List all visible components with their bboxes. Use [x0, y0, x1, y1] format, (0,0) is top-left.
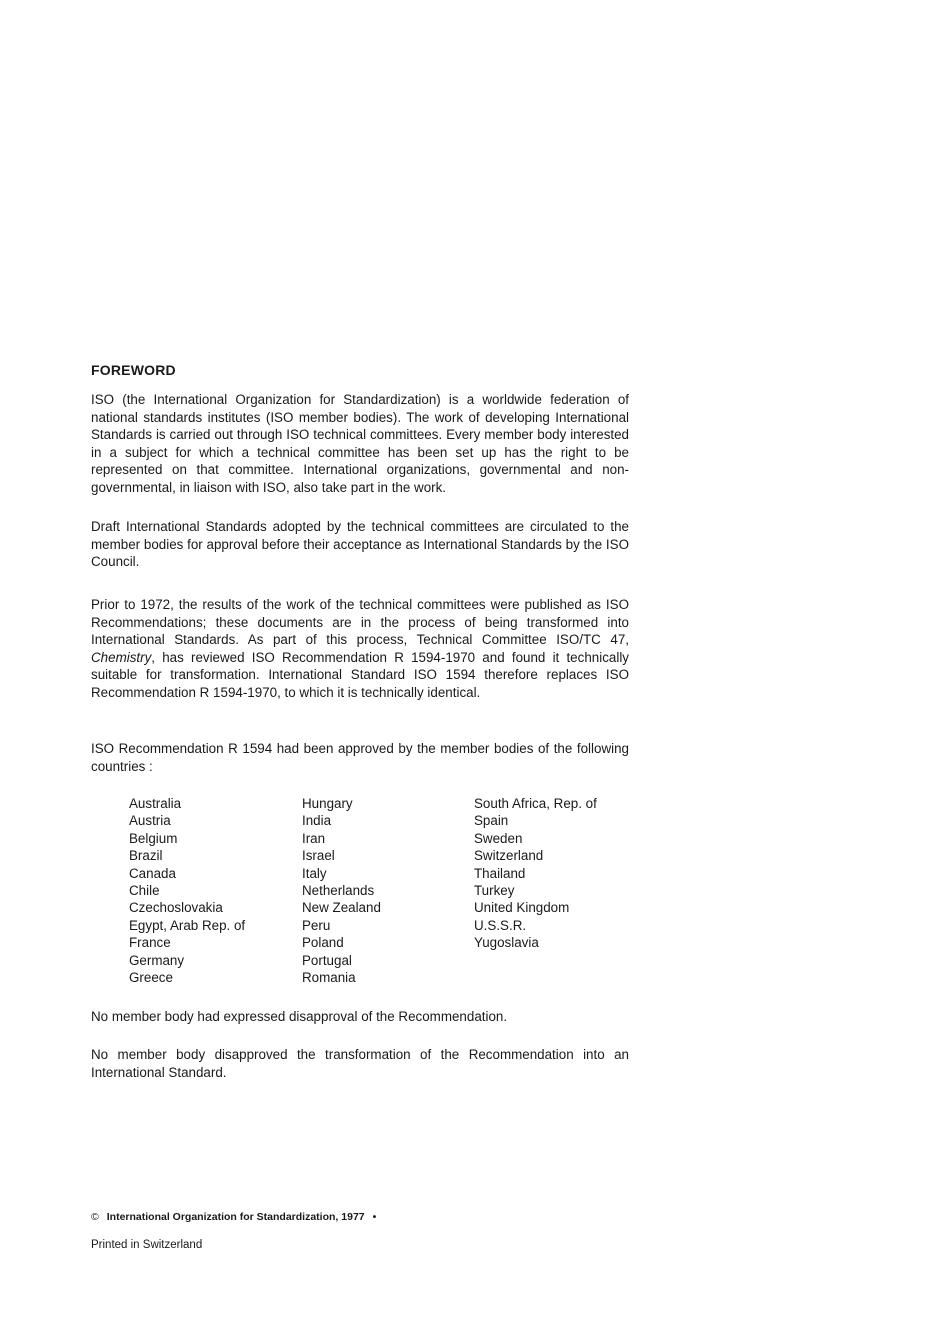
document-page [91, 0, 631, 1342]
copyright-notice [91, 1211, 376, 1223]
country-column-3 [474, 795, 597, 952]
country-item: Peru [302, 917, 331, 933]
paragraph-transformation-end: , has reviewed ISO Recommendation R 1594-1970 and found it technically suitable for transformation. International Standard ISO 1594 therefore replaces ISO Recommendation R 1594-1970, to which it is technically identical. [91, 649, 629, 700]
country-item: Portugal [302, 952, 352, 968]
country-item: Yugoslavia [474, 935, 539, 951]
country-item: United Kingdom [474, 900, 570, 916]
country-item: Sweden [474, 830, 523, 846]
country-item: Chile [129, 883, 160, 899]
paragraph-draft-standards: Draft International Standards adopted by the technical committees are circulated to the member bodies for approval before their acceptance as International Standards by the ISO Council. [91, 519, 629, 569]
country-item: Belgium [129, 830, 178, 846]
copyright-icon: © [91, 1211, 99, 1223]
country-item: India [302, 813, 332, 829]
paragraph-iso-intro: ISO (the International Organization for Standardization) is a worldwide federation of national standards institutes (ISO member bodies). The work of developing International Standards is carried out through ISO technical committees. Every member body interested in a subject for which a technical committee has been set up has the right to be represented on that committee. International organizations, governmental and non-governmental, in liaison with ISO, also take part in the work. [91, 392, 629, 495]
country-item: Switzerland [474, 848, 544, 864]
copyright-text: International Organization for Standardization, 1977 [106, 1211, 365, 1223]
bullet-icon: • [372, 1211, 377, 1223]
country-item: Brazil [129, 848, 163, 864]
paragraph-disapproval-transformation: No member body disapproved the transformation of the Recommendation into an International Standard. [91, 1047, 629, 1080]
paragraph-transformation-start: Prior to 1972, the results of the work of the technical committees were published as ISO Recommendations; these documents are in the process of being transformed into International Standards. As part of this process, Technical Committee ISO/TC 47, [91, 597, 629, 647]
paragraph-transformation [91, 596, 629, 701]
country-column-2 [302, 795, 381, 986]
country-item: Poland [302, 935, 344, 951]
country-item: Canada [129, 865, 176, 881]
country-item: U.S.S.R. [474, 917, 527, 933]
country-item: Germany [129, 952, 185, 968]
country-item: Israel [302, 848, 335, 864]
country-item: Netherlands [302, 883, 375, 899]
country-item: New Zealand [302, 900, 381, 916]
country-item: Hungary [302, 796, 353, 811]
foreword-heading: FOREWORD [91, 362, 176, 378]
country-item: Czechoslovakia [129, 900, 223, 916]
country-item: France [129, 935, 171, 951]
country-item: South Africa, Rep. of [474, 796, 597, 811]
country-item: Turkey [474, 883, 515, 899]
country-column-1 [129, 795, 245, 986]
country-item: Romania [302, 970, 356, 986]
country-item: Greece [129, 970, 173, 986]
paragraph-approval-intro: ISO Recommendation R 1594 had been approved by the member bodies of the following countries : [91, 741, 629, 774]
country-item: Austria [129, 813, 171, 829]
printed-location: Printed in Switzerland [91, 1239, 203, 1251]
country-item: Italy [302, 865, 327, 881]
paragraph-disapproval-recommendation: No member body had expressed disapproval of the Recommendation. [91, 1009, 508, 1024]
country-item: Thailand [474, 865, 526, 881]
country-item: Iran [302, 830, 326, 846]
country-item: Egypt, Arab Rep. of [129, 917, 246, 933]
country-item: Spain [474, 813, 509, 829]
committee-title: Chemistry [91, 649, 152, 665]
country-item: Australia [129, 796, 182, 811]
